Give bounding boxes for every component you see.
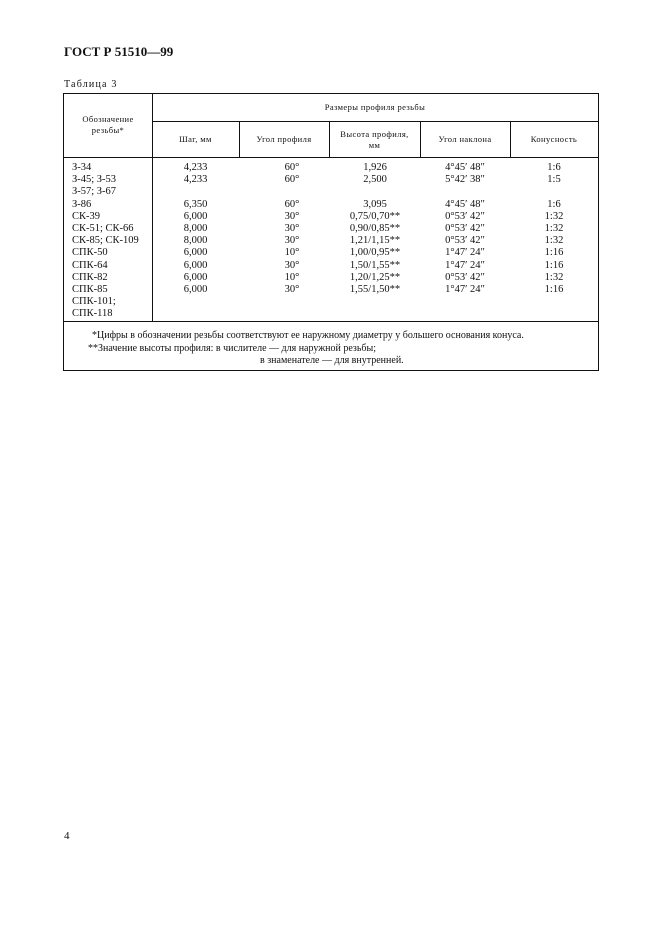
table-cell: 6,000 xyxy=(183,271,208,283)
table-cell: 1:6 xyxy=(547,162,561,173)
table-cell: 1,20/1,25** xyxy=(349,271,401,283)
table-cell: 6,000 xyxy=(183,259,208,271)
header-profile-angle: Угол профиля xyxy=(256,134,312,144)
table-cell: 0°53′ 42″ xyxy=(445,271,485,283)
grid-line xyxy=(329,121,330,157)
table-cell: 1°47′ 24″ xyxy=(445,284,485,296)
grid-line xyxy=(152,121,598,122)
slope-angle-column xyxy=(420,162,510,296)
table-cell: 60° xyxy=(284,162,300,173)
table-cell: 1:16 xyxy=(544,284,564,296)
table-cell: 1,21/1,15** xyxy=(349,235,401,247)
thread-table xyxy=(63,93,599,371)
table-cell: 60° xyxy=(284,174,300,186)
table-cell: 4,233 xyxy=(183,174,208,186)
table-cell: 10° xyxy=(284,247,300,259)
header-profile-group: Размеры профиля резьбы xyxy=(324,102,426,112)
table-cell: 1,00/0,95** xyxy=(349,247,401,259)
table-cell: 8,000 xyxy=(183,223,208,235)
table-cell: З-86 xyxy=(72,198,92,210)
document-header: ГОСТ Р 51510—99 xyxy=(64,44,174,59)
table-cell: 0°53′ 42″ xyxy=(445,223,485,235)
table-cell: 30° xyxy=(284,235,300,247)
header-profile-height: Высота профиля, мм xyxy=(340,129,409,150)
table-cell: 0,90/0,85** xyxy=(349,223,401,235)
table-cell: 3,095 xyxy=(363,198,387,210)
table-cell: СПК-85 xyxy=(72,284,108,296)
table-cell: СК-51; СК-66 xyxy=(72,223,134,235)
table-cell: СПК-118 xyxy=(72,308,113,320)
table-cell: 6,000 xyxy=(183,210,208,222)
page-number: 4 xyxy=(64,830,70,842)
table-cell: 1,55/1,50** xyxy=(349,284,401,296)
table-cell: 8,000 xyxy=(183,235,208,247)
table-cell: 0°53′ 42″ xyxy=(445,235,485,247)
table-cell: 1:16 xyxy=(544,259,564,271)
table-cell: 30° xyxy=(284,210,300,222)
table-cell: 1:32 xyxy=(544,271,564,283)
footnote-profile-height: **Значение высоты профиля: в числителе — для наружной резьбы; xyxy=(88,343,376,354)
table-cell xyxy=(152,186,239,198)
header-taper: Конусность xyxy=(530,134,578,144)
table-cell: СПК-64 xyxy=(72,259,108,271)
table-cell: СК-85; СК-109 xyxy=(72,235,139,247)
table-cell xyxy=(510,186,598,198)
table-cell: 30° xyxy=(284,259,300,271)
table-cell: 1:32 xyxy=(544,223,564,235)
table-cell: 30° xyxy=(284,284,300,296)
header-designation: Обозначение резьбы* xyxy=(82,114,134,135)
table-cell: 6,350 xyxy=(183,198,208,210)
table-cell: 1,926 xyxy=(363,162,387,173)
pitch-column xyxy=(152,162,239,296)
table-cell: 10° xyxy=(284,271,300,283)
table-cell: 6,000 xyxy=(183,284,208,296)
table-cell: 6,000 xyxy=(183,247,208,259)
table-cell: СПК-82 xyxy=(72,271,108,283)
table-cell: 4°45′ 48″ xyxy=(445,162,485,173)
table-cell: З-45; З-53 xyxy=(72,174,117,186)
table-cell xyxy=(420,186,510,198)
table-cell: 30° xyxy=(284,223,300,235)
table-cell: СК-39 xyxy=(72,210,101,222)
header-pitch: Шаг, мм xyxy=(179,134,212,144)
taper-column xyxy=(510,162,598,296)
table-cell xyxy=(330,186,420,198)
table-cell: 1:32 xyxy=(544,235,564,247)
grid-line xyxy=(64,157,598,158)
footnote-profile-height-cont: в знаменателе — для внутренней. xyxy=(260,355,404,366)
table-cell: 2,500 xyxy=(363,174,387,186)
table-cell: СПК-50 xyxy=(72,247,108,259)
table-cell: 1°47′ 24″ xyxy=(445,247,485,259)
footnote-designation: *Цифры в обозначении резьбы соответствуют ее наружному диаметру у большего основания конуса. xyxy=(92,330,524,341)
grid-line xyxy=(64,321,598,322)
table-cell: СПК-101; xyxy=(72,296,116,308)
table-cell: 1:6 xyxy=(547,198,561,210)
table-cell: З-57; З-67 xyxy=(72,186,117,198)
profile-height-column xyxy=(330,162,420,296)
table-caption: Таблица 3 xyxy=(64,79,118,90)
table-cell: 4,233 xyxy=(183,162,208,173)
table-cell: 0,75/0,70** xyxy=(349,210,401,222)
table-cell: 1:32 xyxy=(544,210,564,222)
table-cell: 1,50/1,55** xyxy=(349,259,401,271)
table-cell: 5°42′ 38″ xyxy=(445,174,485,186)
table-cell: З-34 xyxy=(72,162,92,173)
designation-column xyxy=(72,162,150,321)
table-cell: 1:5 xyxy=(547,174,561,186)
table-cell: 1:16 xyxy=(544,247,564,259)
header-slope-angle: Угол наклона xyxy=(438,134,492,144)
table-cell: 1°47′ 24″ xyxy=(445,259,485,271)
table-cell: 4°45′ 48″ xyxy=(445,198,485,210)
profile-angle-column xyxy=(247,162,337,296)
table-cell: 60° xyxy=(284,198,300,210)
table-cell xyxy=(247,186,337,198)
table-cell: 0°53′ 42″ xyxy=(445,210,485,222)
